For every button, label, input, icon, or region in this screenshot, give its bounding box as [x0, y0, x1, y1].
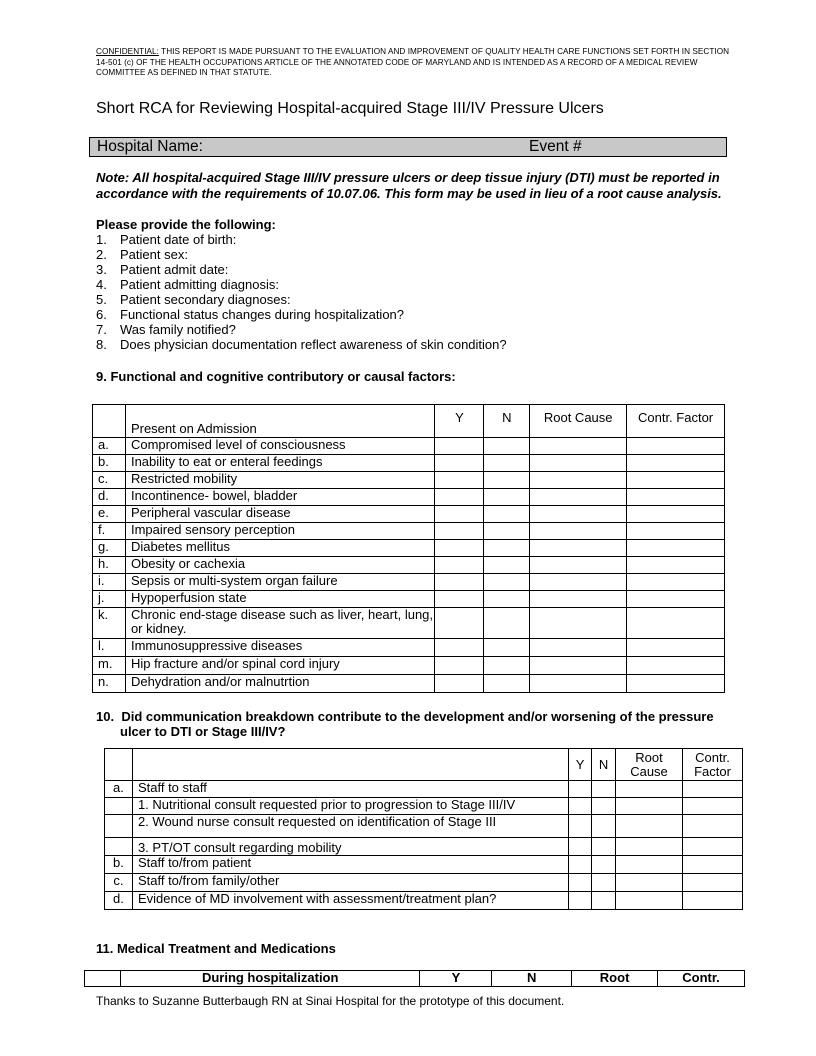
root-cause-header: Root Cause: [530, 405, 627, 438]
table-row: a. Compromised level of consciousness: [93, 438, 725, 455]
contr-factor-cell[interactable]: [682, 781, 742, 798]
event-number-label: Event #: [529, 138, 582, 155]
n-cell[interactable]: [592, 892, 616, 910]
y-cell[interactable]: [435, 438, 484, 455]
contr-factor-cell[interactable]: [627, 639, 725, 657]
table-row: l. Immunosuppressive diseases: [93, 639, 725, 657]
contr-factor-cell[interactable]: [627, 455, 725, 472]
contr-factor-cell[interactable]: [627, 657, 725, 675]
root-cause-cell[interactable]: [530, 608, 627, 639]
list-item: 8. Does physician documentation reflect awareness of skin condition?: [96, 337, 507, 352]
n-cell[interactable]: [484, 489, 530, 506]
table-row: d. Evidence of MD involvement with assessment/treatment plan?: [105, 892, 743, 910]
y-cell[interactable]: [569, 892, 592, 910]
y-header: Y: [435, 405, 484, 438]
table-header-row: [85, 971, 745, 987]
reporting-note: Note: All hospital-acquired Stage III/IV pressure ulcers or deep tissue injury (DTI) must be reported in accordance with the requirements of 10.07.06. This form may be used in lieu of a root cause analysis.: [96, 170, 722, 201]
contr-factor-cell[interactable]: [627, 574, 725, 591]
root-cause-cell[interactable]: [616, 781, 683, 798]
list-item: 7. Was family notified?: [96, 322, 236, 337]
contr-factor-cell[interactable]: [627, 438, 725, 455]
root-cause-cell[interactable]: [530, 506, 627, 523]
table-row: g. Diabetes mellitus: [93, 540, 725, 557]
contr-header: Contr.: [658, 971, 745, 987]
y-cell[interactable]: [569, 838, 592, 856]
table-header-row: [105, 749, 743, 781]
list-item: 6. Functional status changes during hospitalization?: [96, 307, 405, 322]
section-11-heading: 11. Medical Treatment and Medications: [96, 941, 336, 956]
table-row: k. Chronic end-stage disease such as liver, heart, lung, or kidney.: [93, 608, 725, 639]
page-title: Short RCA for Reviewing Hospital-acquired Stage III/IV Pressure Ulcers: [96, 100, 604, 117]
root-cause-cell[interactable]: [530, 540, 627, 557]
provide-heading: Please provide the following:: [96, 217, 276, 232]
y-cell[interactable]: [435, 591, 484, 608]
root-cause-cell[interactable]: [616, 856, 683, 874]
table-row: n. Dehydration and/or malnutrtion: [93, 675, 725, 693]
footer-credit: Thanks to Suzanne Butterbaugh RN at Sinai Hospital for the prototype of this document.: [96, 994, 565, 1008]
list-item: 2. Patient sex:: [96, 247, 188, 262]
list-item: 4. Patient admitting diagnosis:: [96, 277, 279, 292]
present-on-admission-header: Present on Admission: [125, 405, 435, 438]
list-item: 5. Patient secondary diagnoses:: [96, 292, 291, 307]
root-cause-cell[interactable]: [616, 815, 683, 838]
confidential-label: CONFIDENTIAL:: [96, 47, 159, 56]
table-row: a. Staff to staff: [105, 781, 743, 798]
root-cause-cell[interactable]: [530, 523, 627, 540]
medical-treatment-table: [84, 970, 745, 987]
y-cell[interactable]: [569, 874, 592, 892]
table-row: b. Staff to/from patient: [105, 856, 743, 874]
contr-factor-cell[interactable]: [682, 815, 742, 838]
contr-factor-cell[interactable]: [627, 591, 725, 608]
n-cell[interactable]: [484, 591, 530, 608]
contr-factor-cell[interactable]: [627, 675, 725, 693]
table-row: b. Inability to eat or enteral feedings: [93, 455, 725, 472]
root-cause-cell[interactable]: [530, 591, 627, 608]
root-cause-cell[interactable]: [530, 438, 627, 455]
n-cell[interactable]: [484, 657, 530, 675]
n-cell[interactable]: [484, 608, 530, 639]
table-row: f. Impaired sensory perception: [93, 523, 725, 540]
root-cause-cell[interactable]: [616, 838, 683, 856]
root-cause-cell[interactable]: [530, 455, 627, 472]
y-cell[interactable]: [435, 455, 484, 472]
communication-table: [104, 748, 743, 910]
during-hospitalization-header: During hospitalization: [120, 971, 420, 987]
n-cell[interactable]: [484, 438, 530, 455]
n-cell[interactable]: [484, 455, 530, 472]
y-cell[interactable]: [435, 489, 484, 506]
table-row: m. Hip fracture and/or spinal cord injury: [93, 657, 725, 675]
contr-factor-cell[interactable]: [627, 557, 725, 574]
n-cell[interactable]: [484, 557, 530, 574]
root-cause-cell[interactable]: [616, 892, 683, 910]
contr-factor-cell[interactable]: [627, 608, 725, 639]
contr-factor-cell[interactable]: [682, 798, 742, 815]
contr-factor-header: Contr. Factor: [627, 405, 725, 438]
root-cause-cell[interactable]: [530, 472, 627, 489]
root-cause-cell[interactable]: [530, 657, 627, 675]
n-cell[interactable]: [592, 874, 616, 892]
n-cell[interactable]: [484, 523, 530, 540]
n-cell[interactable]: [484, 574, 530, 591]
table-row: i. Sepsis or multi-system organ failure: [93, 574, 725, 591]
confidentiality-notice: [96, 47, 736, 79]
root-cause-header: Root Cause: [616, 749, 683, 781]
contr-factor-cell[interactable]: [627, 540, 725, 557]
contr-factor-cell[interactable]: [627, 472, 725, 489]
y-cell[interactable]: [435, 540, 484, 557]
y-cell[interactable]: [435, 506, 484, 523]
y-cell[interactable]: [435, 639, 484, 657]
n-cell[interactable]: [592, 815, 616, 838]
table-row: e. Peripheral vascular disease: [93, 506, 725, 523]
y-cell[interactable]: [569, 781, 592, 798]
functional-factors-table: [92, 404, 725, 693]
contr-factor-cell[interactable]: [682, 892, 742, 910]
n-header: N: [484, 405, 530, 438]
question-list: [96, 232, 507, 352]
y-header: Y: [569, 749, 592, 781]
y-cell[interactable]: [569, 856, 592, 874]
n-cell[interactable]: [592, 798, 616, 815]
root-cause-cell[interactable]: [616, 798, 683, 815]
section-9-heading: 9. Functional and cognitive contributory or causal factors:: [96, 369, 456, 384]
contr-factor-cell[interactable]: [627, 506, 725, 523]
n-header: N: [492, 971, 572, 987]
table-row: 3. PT/OT consult regarding mobility: [105, 838, 743, 856]
contr-factor-cell[interactable]: [682, 856, 742, 874]
table-row: c. Staff to/from family/other: [105, 874, 743, 892]
n-cell[interactable]: [484, 506, 530, 523]
table-header-row: [93, 405, 725, 438]
root-cause-cell[interactable]: [530, 557, 627, 574]
contr-factor-cell[interactable]: [627, 523, 725, 540]
n-cell[interactable]: [592, 838, 616, 856]
root-cause-cell[interactable]: [530, 639, 627, 657]
n-cell[interactable]: [484, 675, 530, 693]
list-item: 1. Patient date of birth:: [96, 232, 237, 247]
y-cell[interactable]: [435, 574, 484, 591]
contr-factor-cell[interactable]: [627, 489, 725, 506]
y-cell[interactable]: [569, 815, 592, 838]
n-header: N: [592, 749, 616, 781]
table-row: 1. Nutritional consult requested prior to progression to Stage III/IV: [105, 798, 743, 815]
root-cause-cell[interactable]: [530, 675, 627, 693]
table-row: h. Obesity or cachexia: [93, 557, 725, 574]
confidential-text: THIS REPORT IS MADE PURSUANT TO THE EVALUATION AND IMPROVEMENT OF QUALITY HEALTH CARE FUNCTIONS SET FORTH IN SECTION 14-501 (c) OF THE HEALTH OCCUPATIONS ARTICLE OF THE ANNOTATED CODE OF MARYLAND AND IS INTENDED AS A RECORD OF A MEDICAL REVIEW COMMITTEE AS DEFINED IN THAT STATUTE.: [96, 47, 730, 78]
hospital-header-bar: [89, 137, 727, 157]
n-cell[interactable]: [592, 856, 616, 874]
y-header: Y: [420, 971, 492, 987]
contr-factor-header: Contr. Factor: [682, 749, 742, 781]
contr-factor-cell[interactable]: [682, 874, 742, 892]
table-row: d. Incontinence- bowel, bladder: [93, 489, 725, 506]
hospital-name-label: Hospital Name:: [97, 138, 203, 155]
section-10-heading: 10. Did communication breakdown contribute to the development and/or worsening of the pressure ulcer to DTI or Stage III/IV?: [96, 709, 714, 739]
y-cell[interactable]: [435, 675, 484, 693]
y-cell[interactable]: [435, 557, 484, 574]
y-cell[interactable]: [435, 523, 484, 540]
y-cell[interactable]: [435, 657, 484, 675]
n-cell[interactable]: [484, 639, 530, 657]
list-item: 3. Patient admit date:: [96, 262, 229, 277]
y-cell[interactable]: [435, 608, 484, 639]
n-cell[interactable]: [484, 540, 530, 557]
y-cell[interactable]: [435, 472, 484, 489]
table-row: c. Restricted mobility: [93, 472, 725, 489]
n-cell[interactable]: [592, 781, 616, 798]
table-row: j. Hypoperfusion state: [93, 591, 725, 608]
n-cell[interactable]: [484, 472, 530, 489]
root-cause-cell[interactable]: [530, 574, 627, 591]
y-cell[interactable]: [569, 798, 592, 815]
root-header: Root: [572, 971, 658, 987]
contr-factor-cell[interactable]: [682, 838, 742, 856]
root-cause-cell[interactable]: [616, 874, 683, 892]
table-row: 2. Wound nurse consult requested on identification of Stage III: [105, 815, 743, 838]
root-cause-cell[interactable]: [530, 489, 627, 506]
